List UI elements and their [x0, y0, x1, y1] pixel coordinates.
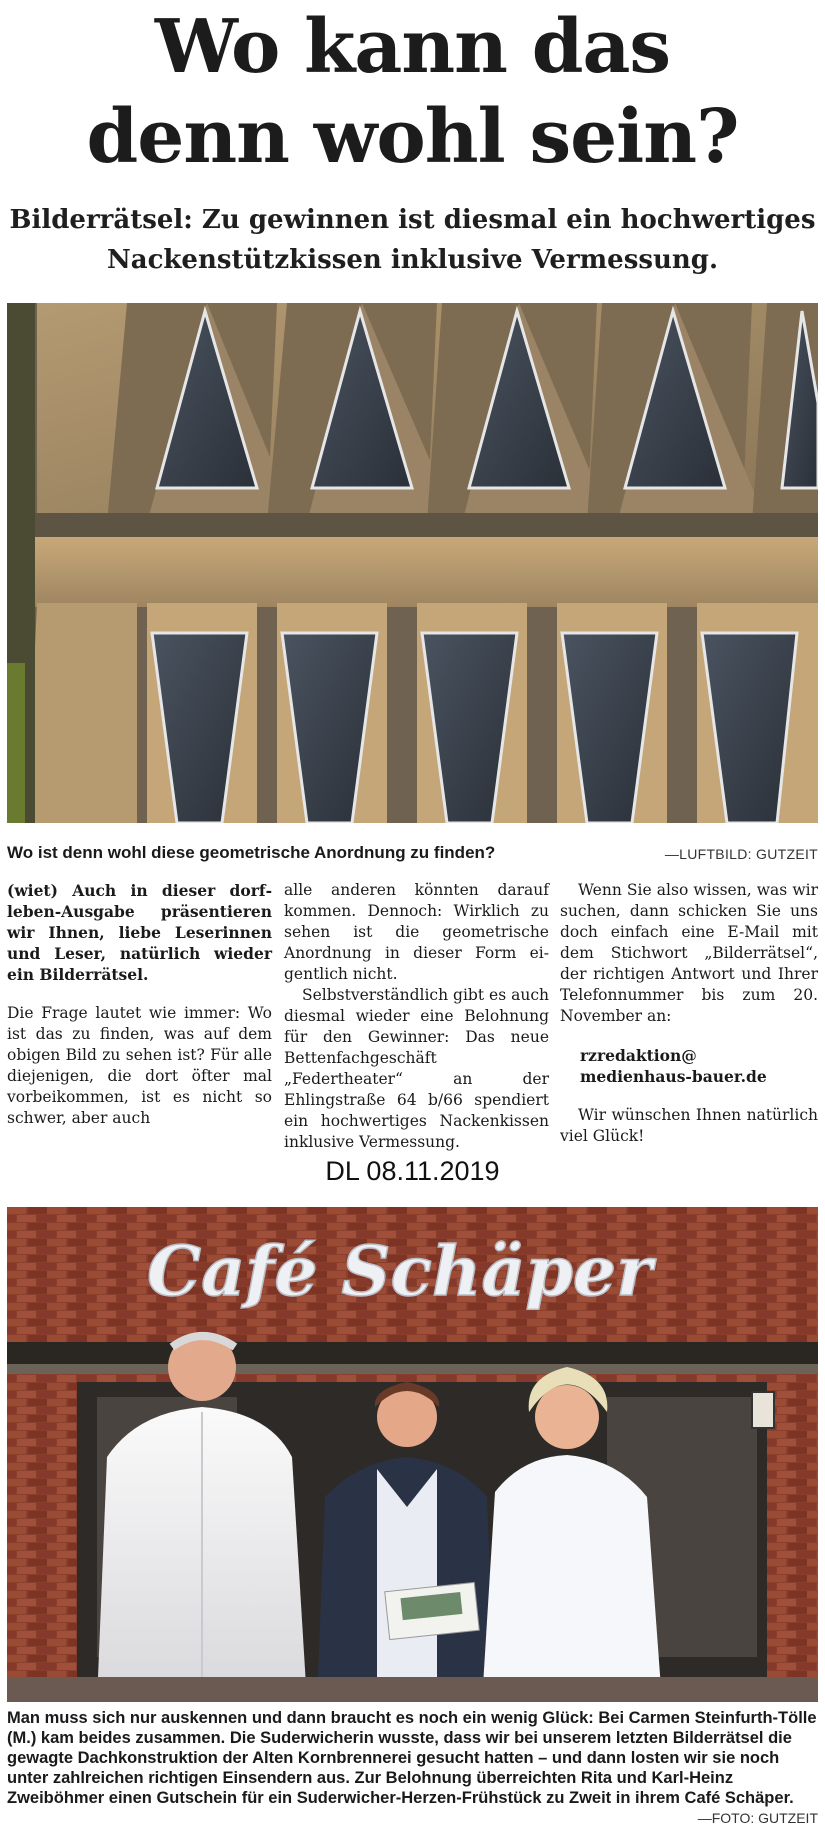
- article-column-2: [284, 880, 549, 1153]
- contact-email-line-2[interactable]: medienhaus-bauer.de: [580, 1067, 767, 1086]
- photo-caption: Wo ist denn wohl diese geometrische Anordnung zu finden?: [7, 843, 496, 862]
- dateline: DL 08.11.2019: [325, 1156, 500, 1186]
- article-paragraph-4: Wir wünschen Ihnen natürlich viel Glück!: [560, 1106, 818, 1145]
- headline-line-1: Wo kann das: [154, 4, 671, 90]
- headline-line-2: denn wohl sein?: [86, 94, 739, 180]
- aerial-roof-illustration: [7, 303, 818, 823]
- subheadline-line-2: Nackenstützkissen inklusive Vermessung.: [106, 245, 719, 275]
- cafe-photo-credit: —FOTO: GUTZEIT: [692, 1808, 818, 1828]
- subheadline: [0, 200, 825, 280]
- article-column-1: [7, 880, 272, 1129]
- article-column-3: [560, 880, 818, 1147]
- cafe-photo-caption: Man muss sich nur auskennen und dann braucht es noch ein wenig Glück: Bei Carmen Steinfurth-Tölle (M.) kam beides zusammen. Die Suderwicherin wusste, dass wir bei unserem letzten Bilderrätsel die gewagte Dachkonstruktion der Alten Kornbrennerei gesucht hatten – und dann losten wir sie noch unter zahlreichen richtigen Einsendern aus. Zur Belohnung überreichten Rita und Karl-Heinz Zweiböhmer einen Gutschein für ein Suderwicher-Herzen-Frühstück zu Zweit in ihrem Café Schäper.: [7, 1709, 817, 1807]
- article-paragraph-1-part-a: Die Frage lautet wie immer: Wo ist das zu finden, was auf dem obigen Bild zu sehen ist? Für alle diejenigen, die dort öfter mal vorbeikommen, ist es nicht so schwer, aber auch: [7, 1004, 272, 1127]
- subheadline-line-1: Bilderrätsel: Zu gewinnen ist diesmal ein hochwertiges: [9, 205, 816, 235]
- article-paragraph-1-part-b: alle anderen könnten darauf kommen. Dennoch: Wirklich zu sehen ist die geometrische Anordnung in dieser Form eigentlich nicht.: [284, 881, 549, 983]
- headline: [0, 2, 825, 182]
- aerial-roof-photo: [7, 303, 818, 823]
- cafe-photo: [7, 1207, 818, 1702]
- article-paragraph-2: Selbstverständlich gibt es auch diesmal wieder eine Belohnung für den Gewinner: Das neue Bettenfachgeschäft „Federtheater“ an der Ehlingstraße 64 b/66 spendiert ein hochwertiges Nackenkissen inklusive Vermessung.: [284, 986, 549, 1151]
- cafe-sign-text: Café Schäper: [147, 1232, 653, 1312]
- cafe-scene-illustration: [7, 1207, 818, 1702]
- article-paragraph-3: Wenn Sie also wissen, was wir suchen, dann schicken Sie uns doch einfach eine E-Mail mit dem Stichwort „Bilderrätsel“, der richtigen Antwort und Ihrer Telefonnummer bis zum 20. November an:: [560, 881, 818, 1025]
- article-lead: (wiet) Auch in dieser dorfleben-Ausgabe präsentieren wir Ihnen, liebe Leserinnen und Leser, natürlich wieder ein Bilderrätsel.: [7, 881, 272, 984]
- photo-credit: —LUFTBILD: GUTZEIT: [664, 846, 818, 862]
- contact-email-line-1[interactable]: rzredaktion@: [580, 1046, 697, 1065]
- contact-email[interactable]: [560, 1045, 818, 1087]
